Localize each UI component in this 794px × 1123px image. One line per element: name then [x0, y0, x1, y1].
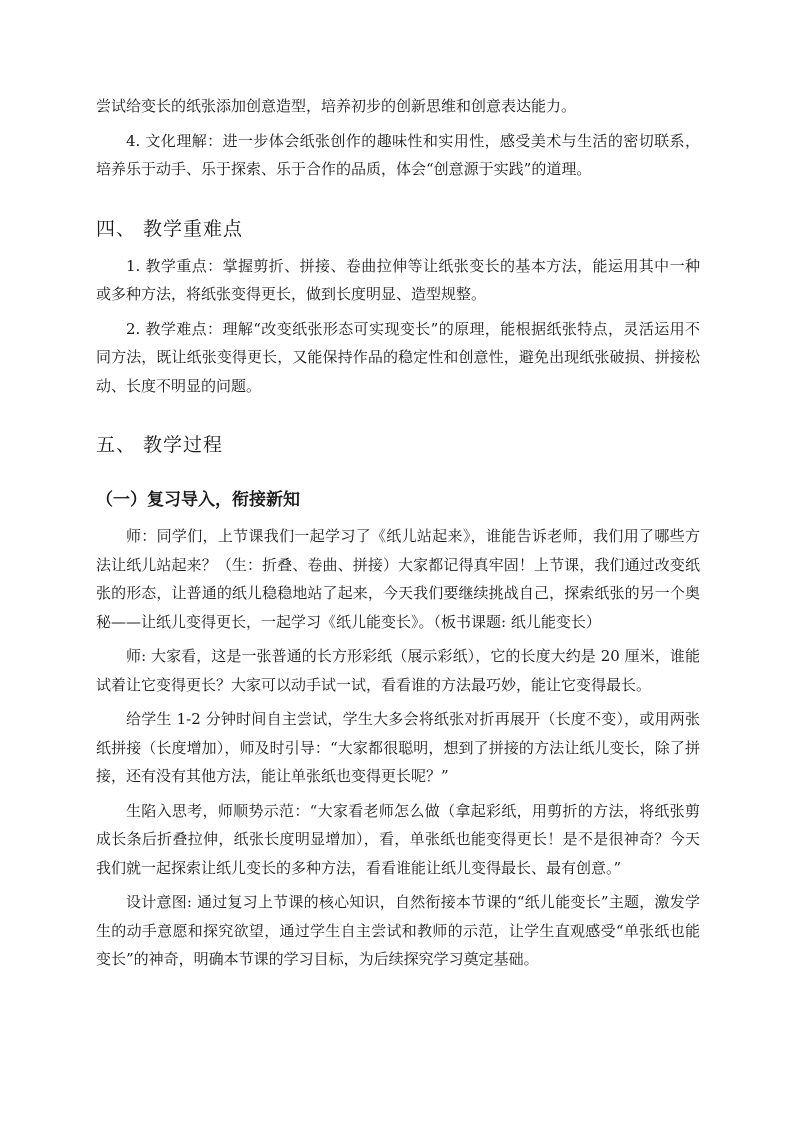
key-point-paragraph: 1. 教学重点：掌握剪折、拼接、卷曲拉伸等让纸张变长的基本方法，能运用其中一种或多种方法，将纸张变得更长，做到长度明显、造型规整。: [96, 256, 700, 303]
process-paragraph-show-paper: 师: 大家看，这是一张普通的长方形彩纸（展示彩纸），它的长度大约是 20 厘米，谁能试着让它变得更长？大家可以动手试一试，看看谁的方法最巧妙，能让它变得最长。: [96, 647, 700, 694]
process-paragraph-student-try: 给学生 1-2 分钟时间自主尝试，学生大多会将纸张对折再展开（长度不变），或用两张纸拼接（长度增加），师及时引导：“大家都很聪明，想到了拼接的方法让纸儿变长，除了拼接，还有没有其他方法，能让单张纸也变得更长呢？”: [96, 710, 700, 785]
document-page: [96, 92, 700, 980]
section-5-heading: 五、 教学过程: [96, 434, 224, 456]
objective-4-culture: 4. 文化理解：进一步体会纸张创作的趣味性和实用性，感受美术与生活的密切联系，培养乐于动手、乐于探索、乐于合作的品质，体会“创意源于实践”的道理。: [96, 131, 700, 178]
section-4-heading: 四、 教学重难点: [96, 217, 244, 240]
difficulty-paragraph: 2. 教学难点：理解“改变纸张形态可实现变长”的原理，能根据纸张特点，灵活运用不同方法，既让纸张变得更长，又能保持作品的稳定性和创意性，避免出现纸张破损、拼接松动、长度不明显的问题。: [96, 319, 700, 395]
objective-continuation: 尝试给变长的纸张添加创意造型，培养初步的创新思维和创意表达能力。: [96, 97, 577, 115]
process-paragraph-teacher-demo: 生陷入思考，师顺势示范：“大家看老师怎么做（拿起彩纸，用剪折的方法，将纸张剪成长条后折叠拉伸，纸张长度明显增加），看，单张纸也能变得更长！是不是很神奇？今天我们就一起探索让纸儿变长的多种方法，看看谁能让纸儿变得最长、最有创意。”: [96, 801, 700, 877]
process-paragraph-review: 师：同学们，上节课我们一起学习了《纸儿站起来》，谁能告诉老师，我们用了哪些方法让纸儿站起来？（生：折叠、卷曲、拼接）大家都记得真牢固！上节课，我们通过改变纸张的形态，让普通的纸儿稳稳地站了起来，今天我们要继续挑战自己，探索纸张的另一个奥秘——让纸儿变得更长，一起学习《纸儿能变长》。（板书课题: 纸儿能变长）: [96, 527, 700, 631]
design-intent-paragraph: 设计意图: 通过复习上节课的核心知识，自然衔接本节课的“纸儿能变长”主题，激发学生的动手意愿和探究欲望，通过学生自主尝试和教师的示范，让学生直观感受“单张纸也能变长”的神奇，明确本节课的学习目标，为后续探究学习奠定基础。: [96, 893, 700, 968]
subsection-1-heading: （一）复习导入，衔接新知: [96, 490, 300, 510]
